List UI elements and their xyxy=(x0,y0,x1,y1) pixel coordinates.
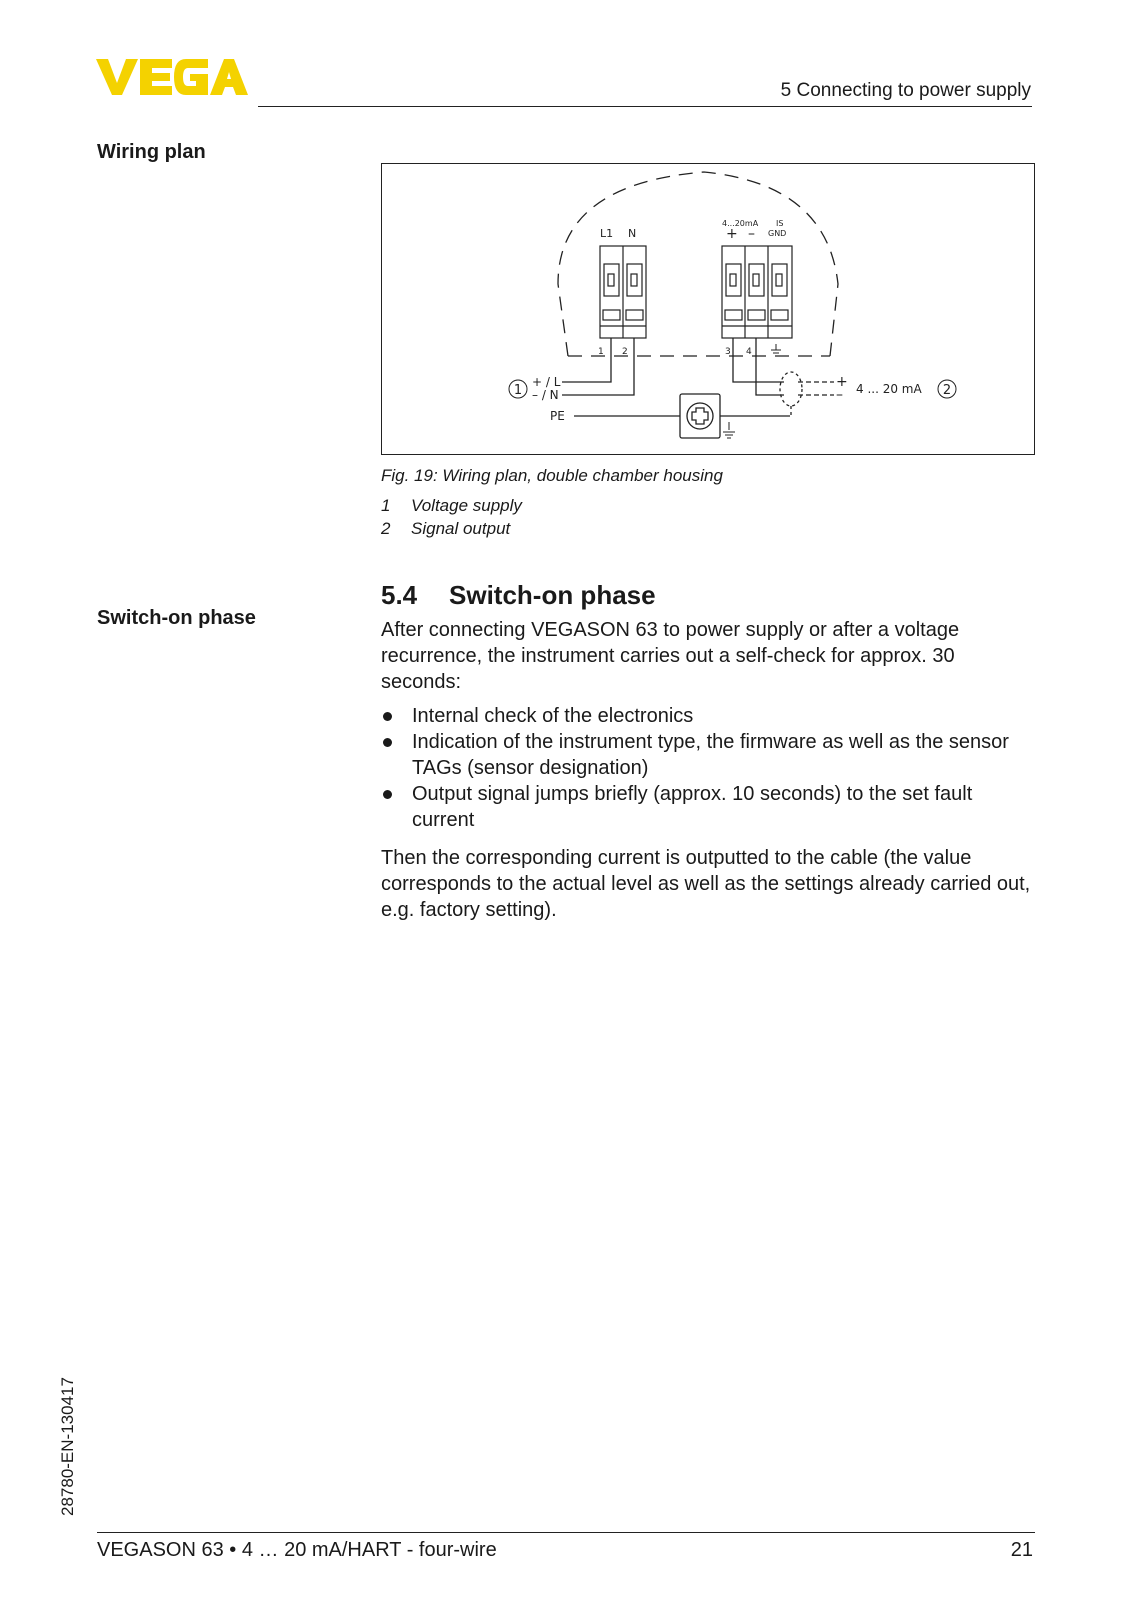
section-heading xyxy=(381,580,656,611)
supply-label-plus-l: + / L xyxy=(532,375,561,389)
header-section-title: 5 Connecting to power supply xyxy=(780,80,1031,101)
signal-polarity-plus: + xyxy=(836,374,848,390)
pe-label: PE xyxy=(550,409,565,423)
legend-text: Voltage supply xyxy=(411,496,522,515)
wiring-diagram xyxy=(381,163,1035,455)
terminal-polarity-minus: – xyxy=(748,226,755,242)
header-rule xyxy=(258,106,1032,107)
supply-label-minus-n: – / N xyxy=(532,388,559,402)
terminal-ground-icon xyxy=(771,344,781,356)
terminal-number-4: 4 xyxy=(746,347,752,357)
terminal-block-right xyxy=(722,246,792,338)
bullet-icon xyxy=(383,790,392,799)
intro-paragraph: After connecting VEGASON 63 to power supply or after a voltage recurrence, the instrument carries out a self-check for approx. 30 seconds: xyxy=(381,619,960,693)
document-id: 28780-EN-130417 xyxy=(58,1377,77,1516)
list-item-text: Indication of the instrument type, the firmware as well as the sensor TAGs (sensor designation) xyxy=(412,731,1009,779)
bullet-icon xyxy=(383,712,392,721)
terminal-header-gnd: GND xyxy=(768,229,787,238)
list-item xyxy=(381,781,1036,833)
figure-caption: Fig. 19: Wiring plan, double chamber housing xyxy=(381,466,723,485)
signal-polarity-minus: – xyxy=(836,387,843,403)
list-item xyxy=(381,703,1036,729)
legend-number: 1 xyxy=(381,496,391,515)
legend-item xyxy=(381,496,522,519)
terminal-number-2: 2 xyxy=(622,347,628,357)
legend-number: 2 xyxy=(381,519,391,538)
footer-rule xyxy=(97,1532,1035,1533)
list-item-text: Internal check of the electronics xyxy=(412,705,694,727)
figure-legend xyxy=(381,496,522,542)
pe-ground-terminal xyxy=(680,394,790,438)
terminal-block-left xyxy=(600,246,646,338)
supply-wires xyxy=(562,338,680,416)
page-number: 21 xyxy=(1010,1539,1033,1561)
terminal-polarity-plus: + xyxy=(726,226,738,242)
switch-on-phase-label: Switch-on phase xyxy=(97,607,256,629)
ground-icon xyxy=(723,422,735,438)
terminal-label-n: N xyxy=(628,227,637,240)
section-content xyxy=(381,617,1036,923)
list-item-text: Output signal jumps briefly (approx. 10 seconds) to the set fault current xyxy=(412,783,973,831)
legend-text: Signal output xyxy=(411,519,511,538)
section-title: Switch-on phase xyxy=(449,580,656,610)
footer-product: VEGASON 63 • 4 … 20 mA/HART - four-wire xyxy=(97,1539,497,1561)
terminal-header-signal: 4...20mA xyxy=(722,219,759,228)
bullet-list xyxy=(381,703,1036,833)
wiring-plan-label: Wiring plan xyxy=(97,141,206,163)
list-item xyxy=(381,729,1036,781)
bullet-icon xyxy=(383,738,392,747)
terminal-number-1: 1 xyxy=(598,347,604,357)
closing-paragraph: Then the corresponding current is outputted to the cable (the value corresponds to the actual level as well as the settings already carried out, e.g. factory setting). xyxy=(381,847,1031,921)
section-number: 5.4 xyxy=(381,580,418,610)
vega-logo xyxy=(96,56,248,98)
signal-label: 4 ... 20 mA xyxy=(856,382,922,396)
terminal-header-is: IS xyxy=(776,219,784,228)
callout-2: 2 xyxy=(942,383,952,398)
callout-1: 1 xyxy=(513,383,523,398)
legend-item xyxy=(381,519,522,542)
terminal-number-3: 3 xyxy=(725,347,731,357)
terminal-label-l1: L1 xyxy=(600,227,614,240)
